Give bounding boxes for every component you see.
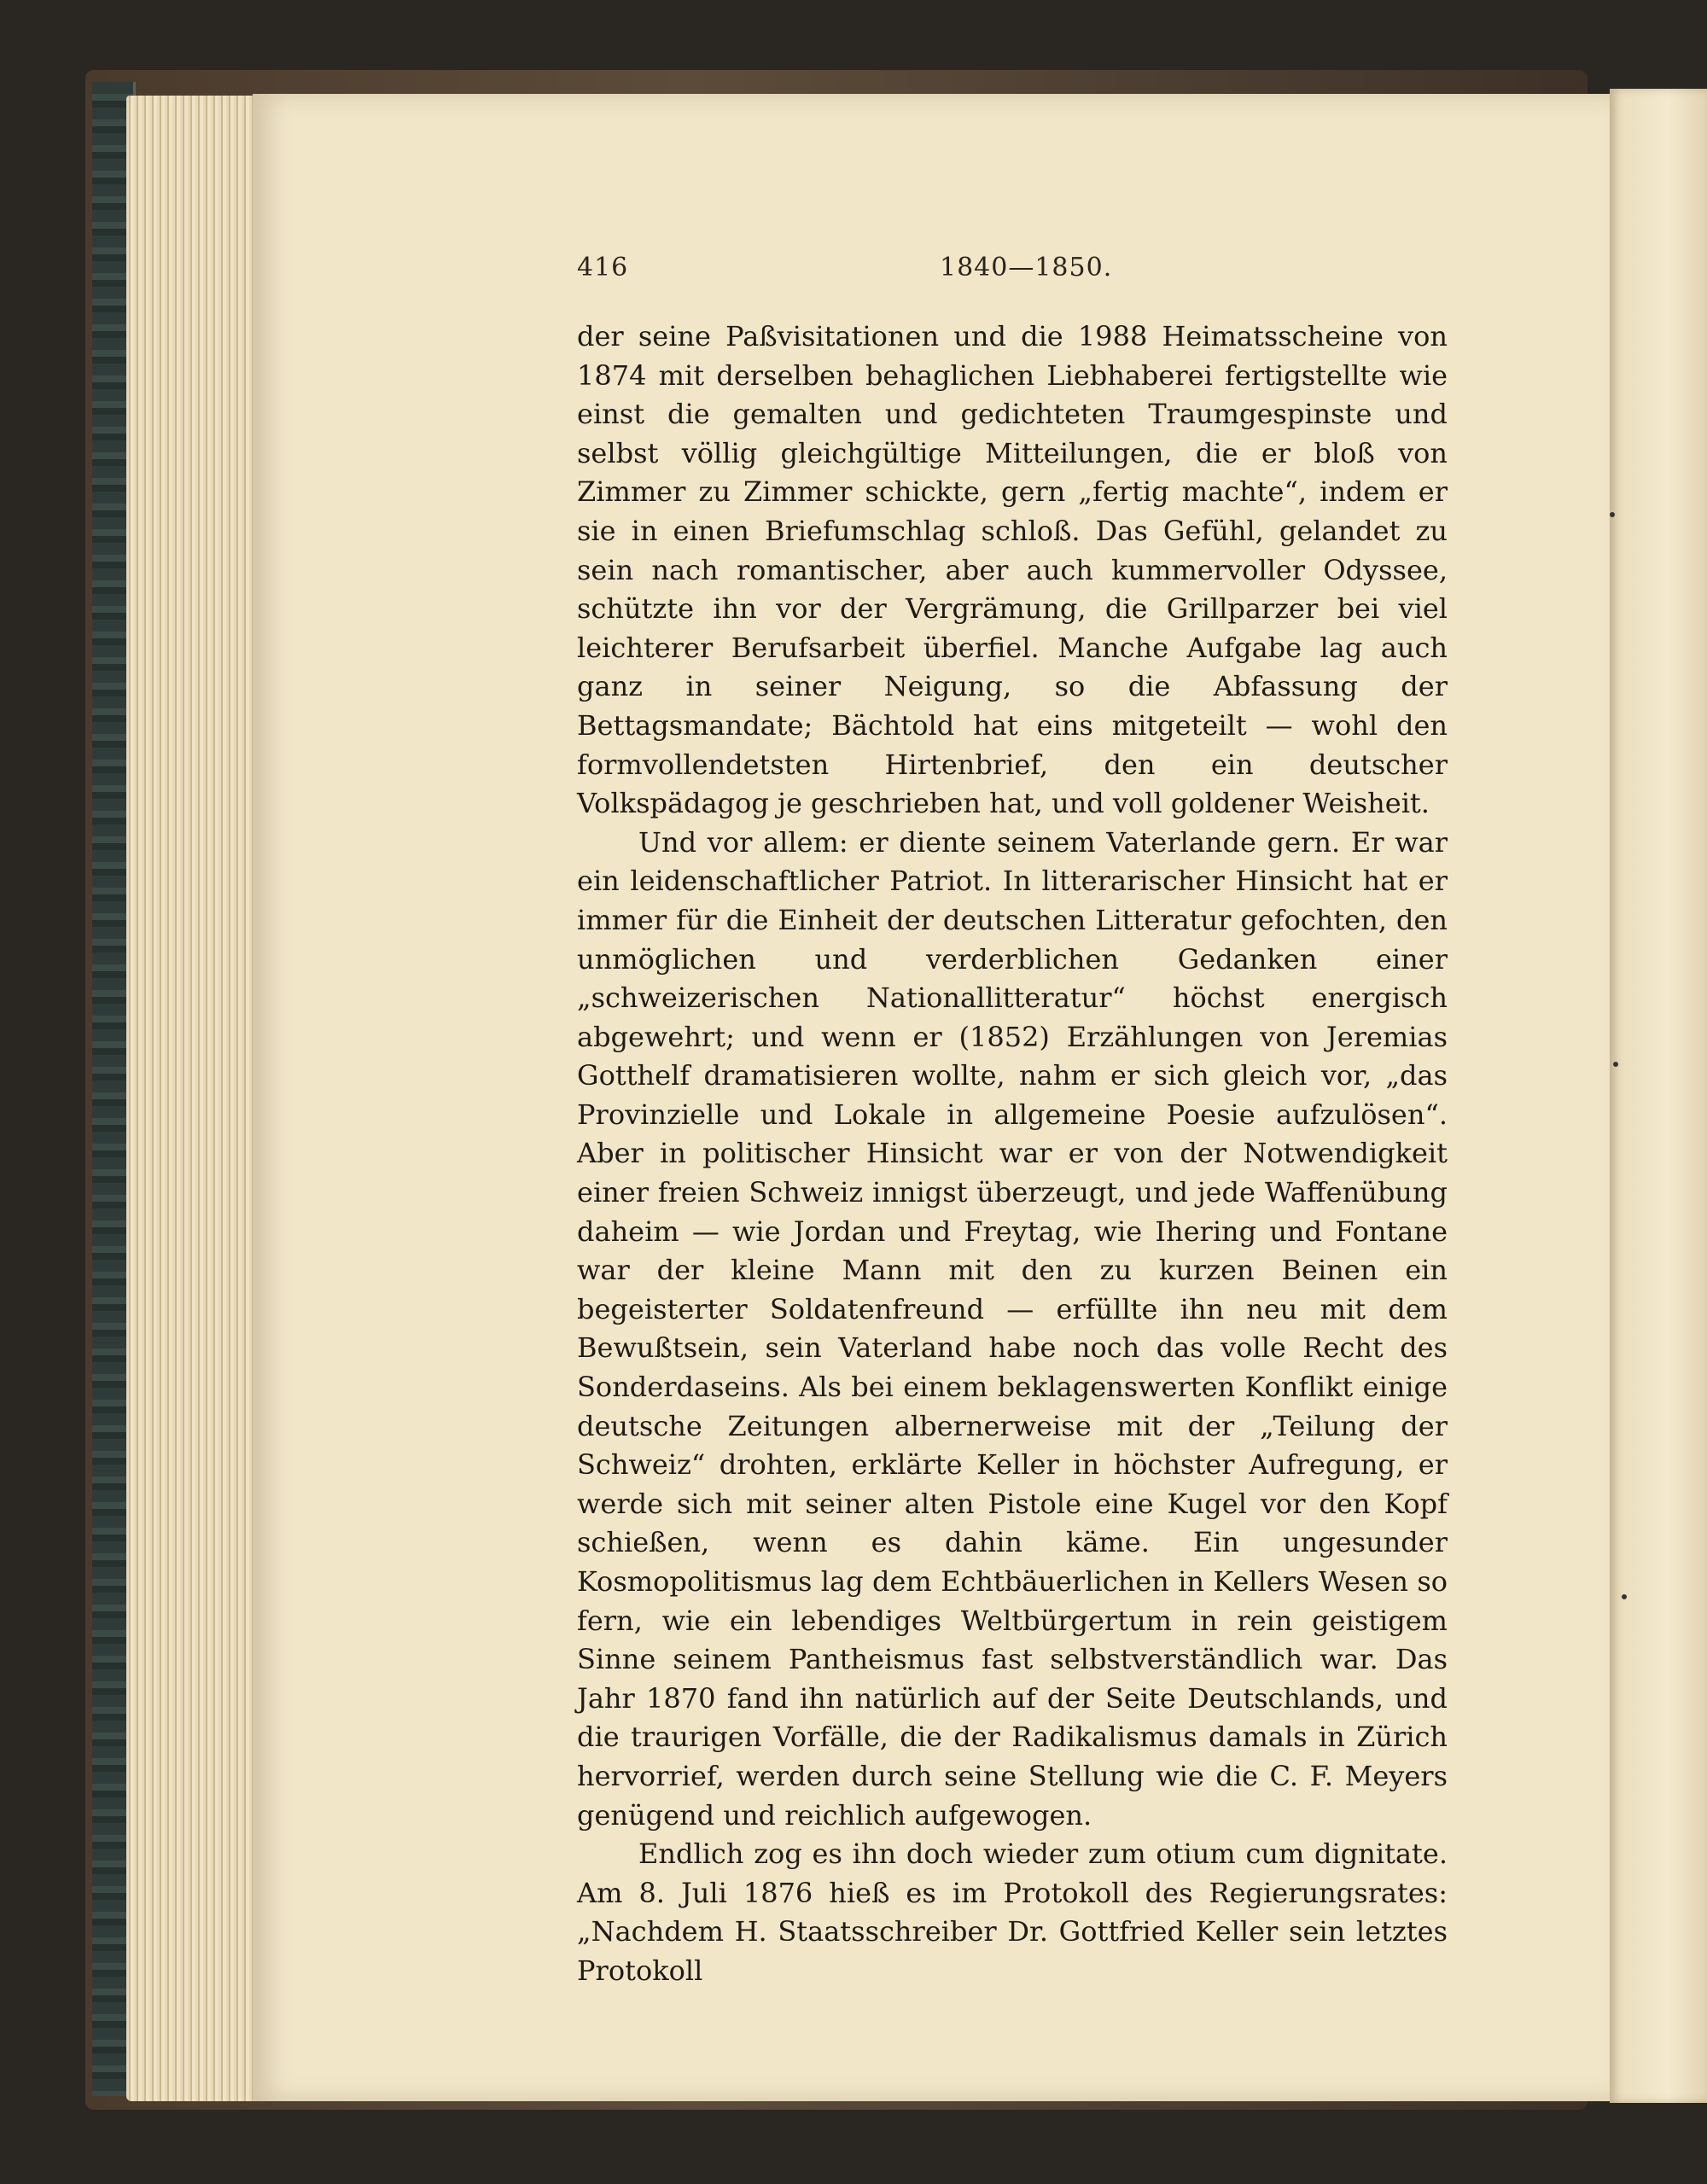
- page-header: [577, 253, 1448, 294]
- margin-dot: [1613, 1062, 1618, 1067]
- paragraph-2: Und vor allem: er diente seinem Vaterlande gern. Er war ein leidenschaftlicher Patriot. In litterarischer Hinsicht hat er immer für die Einheit der deutschen Litteratur gefochten, den unmöglichen und verderblichen Gedanken einer „schweizerischen Nationallitteratur“ höchst energisch abgewehrt; und wenn er (1852) Erzählungen von Jeremias Gotthelf dramatisieren wollte, nahm er sich gleich vor, „das Provinzielle und Lokale in allgemeine Poesie aufzulösen“. Aber in politischer Hinsicht war er von der Notwendigkeit einer freien Schweiz innigst überzeugt, und jede Waffenübung daheim — wie Jordan und Freytag, wie Ihering und Fontane war der kleine Mann mit den zu kurzen Beinen ein begeisterter Soldatenfreund — erfüllte ihn neu mit dem Bewußtsein, sein Vaterland habe noch das volle Recht des Sonderdaseins. Als bei einem beklagenswerten Konflikt einige deutsche Zeitungen albernerweise mit der „Teilung der Schweiz“ drohten, erklärte Keller in höchster Aufregung, er werde sich mit seiner alten Pistole eine Kugel vor den Kopf schießen, wenn es dahin käme. Ein ungesunder Kosmopolitismus lag dem Echtbäuerlichen in Kellers Wesen so fern, wie ein lebendiges Weltbürgertum in rein geistigem Sinne seinem Pantheismus fast selbstverständlich war. Das Jahr 1870 fand ihn natürlich auf der Seite Deutschlands, und die traurigen Vorfälle, die der Radikalismus damals in Zürich hervorrief, werden durch seine Stellung wie die C. F. Meyers genügend und reichlich aufgewogen.: [577, 825, 1448, 1832]
- body-text: [577, 317, 1448, 1991]
- paragraph-1: der seine Paßvisitationen und die 1988 Heimatsscheine von 1874 mit derselben behaglichen Liebhaberei fertigstellte wie einst die gemalten und gedichteten Traumgespinste und selbst völlig gleichgültige Mitteilungen, die er bloß von Zimmer zu Zimmer schickte, gern „fertig machte“, indem er sie in einen Briefumschlag schloß. Das Gefühl, gelandet zu sein nach romantischer, aber auch kummervoller Odyssee, schützte ihn vor der Vergrämung, die Grillparzer bei viel leichterer Berufsarbeit überfiel. Manche Aufgabe lag auch ganz in seiner Neigung, so die Abfassung der Bettagsmandate; Bächtold hat eins mitgeteilt — wohl den formvollendetsten Hirtenbrief, den ein deutscher Volkspädagog je geschrieben hat, und voll goldener Weisheit.: [577, 320, 1448, 820]
- running-head: 1840—1850.: [940, 253, 1113, 282]
- paragraph-3: Endlich zog es ihn doch wieder zum otium cum dignitate. Am 8. Juli 1876 hieß es im Protokoll des Regierungsrates: „Nachdem H. Staatsschreiber Dr. Gottfried Keller sein letztes Protokoll: [577, 1837, 1448, 1987]
- facing-page-edge: [1610, 89, 1707, 2103]
- margin-dot: [1622, 1594, 1627, 1599]
- margin-dot: [1610, 512, 1615, 517]
- page-number: 416: [577, 253, 629, 282]
- page-stack-edges: [126, 96, 271, 2101]
